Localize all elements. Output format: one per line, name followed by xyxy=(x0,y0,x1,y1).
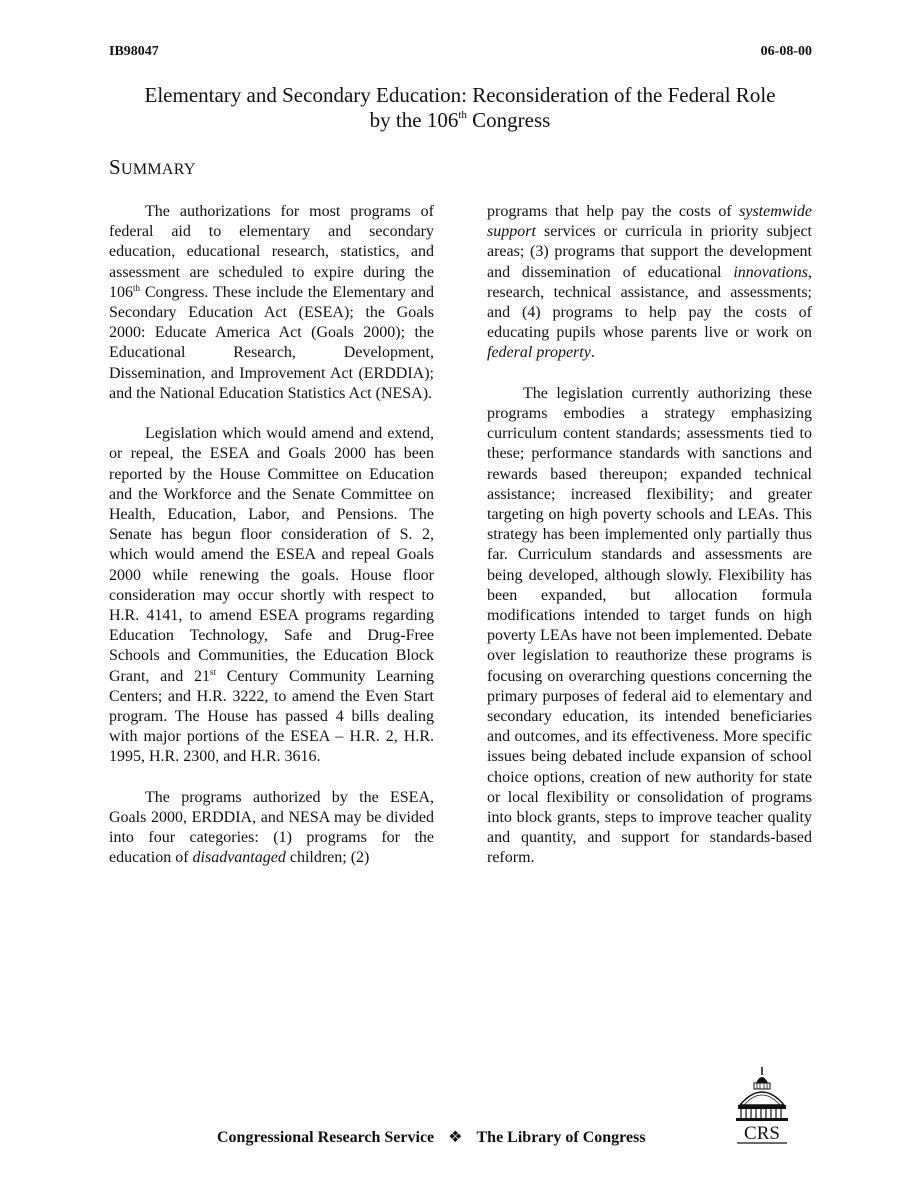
section-heading-initial: S xyxy=(109,155,121,179)
paragraph-text: Congress. These include the Elementary and Secondary Education Act (ESEA); the Goals 2000: Educate America Act (Goals 2000); the Educational Research, Development, Dissemination, and Improvement Act (ERDDIA); and the National Education Statistics Act (NESA). xyxy=(109,283,434,402)
paragraph-2 xyxy=(109,424,434,767)
paragraph-text: . xyxy=(590,344,595,362)
paragraph-1 xyxy=(109,202,434,404)
page-title xyxy=(60,83,860,133)
title-line-2 xyxy=(60,108,860,133)
right-column xyxy=(487,202,812,889)
paragraph-text: programs that help pay the costs of xyxy=(487,203,740,220)
crs-logo-text: CRS xyxy=(744,1123,780,1144)
title-superscript: th xyxy=(458,109,467,121)
paragraph-text: Century Community Learning Centers; and H.R. 3222, to amend the Even Start program. The House has passed 4 bills dealing with major portions of the ESEA – H.R. 2, H.R. 1995, H.R. 2300, and H.R. 3616. xyxy=(109,667,435,766)
document-date: 06-08-00 xyxy=(760,44,812,59)
left-column xyxy=(109,202,434,889)
paragraph-3-continued xyxy=(487,202,812,364)
paragraph-text: Legislation which would amend and extend, or repeal, the ESEA and Goals 2000 has been reported by the House Committee on Education and the Workforce and the Senate Committee on Health, Education, Labor, and Pensions. The Senate has begun floor consideration of S. 2, which would amend the ESEA and repeal Goals 2000 while renewing the goals. House floor consideration may occur shortly with respect to H.R. 4141, to amend ESEA programs regarding Education Technology, Safe and Drug-Free Schools and Communities, the Education Block Grant, and 21 xyxy=(109,425,434,685)
paragraph-text: children; (2) xyxy=(285,849,370,867)
separator-icon: ❖ xyxy=(448,1129,463,1146)
paragraph-3 xyxy=(109,788,434,869)
title-line-2-end: Congress xyxy=(466,108,551,132)
section-heading xyxy=(109,155,196,180)
emphasis-text: systemwide support xyxy=(487,203,812,241)
paragraph-text: services or curricula in priority subject areas; (3) programs that support the development and dissemination of educational xyxy=(487,223,812,281)
emphasis-text: disadvantaged xyxy=(192,849,286,867)
emphasis-text: federal property xyxy=(487,344,591,362)
ordinal-superscript: st xyxy=(210,666,217,677)
footer xyxy=(217,1127,646,1147)
paragraph-text: The programs authorized by the ESEA, Goals 2000, ERDDIA, and NESA may be divided into four categories: (1) programs for the education of xyxy=(109,788,434,867)
document-id: IB98047 xyxy=(109,44,159,59)
footer-org: Congressional Research Service xyxy=(217,1129,435,1146)
emphasis-text: innovations xyxy=(733,263,808,281)
title-line-2-text: by the 106 xyxy=(369,108,459,132)
title-line-1: Elementary and Secondary Education: Reconsideration of the Federal Role xyxy=(144,83,776,107)
paragraph-text: , research, technical assistance, and assessments; and (4) programs to help pay the costs of educating pupils whose parents live or work on xyxy=(487,263,812,342)
footer-library: The Library of Congress xyxy=(476,1129,646,1146)
paragraph-text: The authorizations for most programs of federal aid to elementary and secondary education, educational research, statistics, and assessment are scheduled to expire during the 106 xyxy=(109,203,434,301)
paragraph-4: The legislation currently authorizing these programs embodies a strategy emphasizing curriculum content standards; assessments tied to these; performance standards with sanctions and rewards based thereupon; expanded technical assistance; increased flexibility; and greater targeting on high poverty schools and LEAs. This strategy has been implemented only partially thus far. Curriculum standards and assessments are being developed, although slowly. Flexibility has been expanded, but allocation formula modifications intended to target funds on high poverty LEAs have not been implemented. Debate over legislation to reauthorize these programs is focusing on overarching questions concerning the primary purposes of federal aid to elementary and secondary education, its intended beneficiaries and outcomes, and its effectiveness. More specific issues being debated include expansion of school choice options, creation of new authority for state or local flexibility or consolidation of programs into block grants, steps to improve teacher quality and quantity, and support for standards-based reform. xyxy=(487,384,812,867)
crs-logo-icon xyxy=(732,1065,792,1147)
section-heading-rest: UMMARY xyxy=(120,161,196,178)
ordinal-superscript: th xyxy=(133,282,141,293)
